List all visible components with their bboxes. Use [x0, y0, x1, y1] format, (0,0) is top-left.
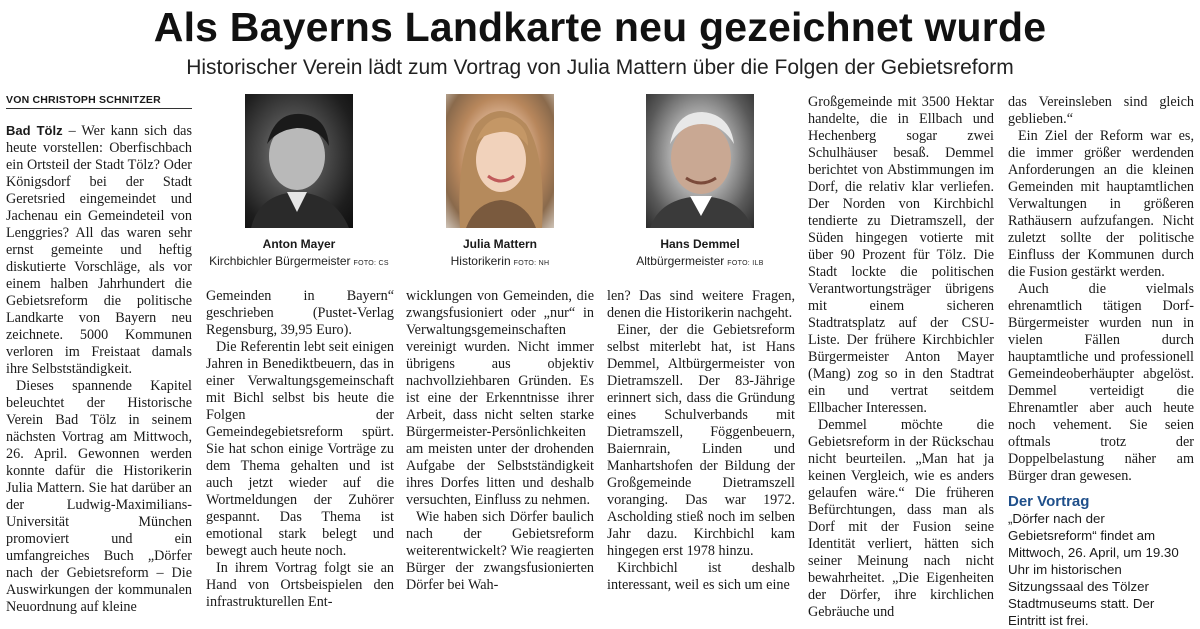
infobox-text: „Dörfer nach der Gebietsreform“ findet am Mittwoch, 26. April, um 19.30 Uhr im historischen Sitzungssaal des Tölzer Stadtmuseums statt. Der Eintritt ist frei.	[1008, 511, 1179, 628]
paragraph: len? Das sind weitere Fragen, denen die Historikerin nachgeht.	[607, 288, 795, 321]
paragraph: Demmel möchte die Gebietsreform in der Rückschau nicht beurteilen. „Man hat ja keinen Vergleich, wie es anders gelaufen wäre.“ Die früheren Befürchtungen, dass man als Dorf mit der Fusion seine Identität verliert, hätten sich seiner Meinung nach nicht bewahrheitet. „Die Eigenheiten der Dörfer, ihre kirchlichen Gebräuche und	[808, 417, 994, 620]
paragraph: Die Referentin lebt seit einigen Jahren in Benediktbeuern, das in einer Verwaltungsgemeinschaft mit Bichl selbst bis heute die Folgen der Gemeindegebietsreform spürt. Sie hat schon einige Vorträge zu dem Thema gehalten und ist auch jetzt wieder auf die Wortmeldungen der Zuhörer gespannt. Das Thema ist emotional stark belegt und bewegt auch heute noch.	[206, 339, 394, 559]
article-column-2	[206, 288, 394, 611]
paragraph: Kirchbichl ist deshalb interessant, weil es sich um eine	[607, 560, 795, 593]
caption-role	[600, 254, 800, 268]
subheadline: Historischer Verein lädt zum Vortrag von Julia Mattern über die Folgen der Gebietsreform	[186, 56, 1014, 79]
photo-credit: FOTO: ILB	[727, 260, 764, 267]
infobox-title: Der Vortrag	[1008, 493, 1090, 510]
caption-name: Julia Mattern	[462, 237, 537, 251]
dateline: Bad Tölz	[6, 123, 63, 138]
caption-name: Anton Mayer	[262, 237, 336, 251]
article-column-6	[1008, 94, 1194, 629]
paragraph: das Vereinsleben sind gleich geblieben.“	[1008, 94, 1194, 127]
paragraph: Auch die vielmals ehrenamtlich tätigen Dorf-Bürgermeister wurden nun in vielen Fällen durch hauptamtliche und professionell Gemeindeoberhäupter abgelöst. Demmel verteidigt die Ehrenamtler aber auch heute noch vehement. Sie seien oftmals trotz der Doppelbelastung näher am Bürger dran gewesen.	[1008, 281, 1194, 484]
paragraph: wicklungen von Gemeinden, die zwangsfusioniert oder „nur“ in Verwaltungsgemeinschaften vereinigt wurden. Nicht immer übrigens aus objektiv nachvollziehbaren Gründen. Es ist eine der Erkenntnisse ihrer Arbeit, dass nicht selten starke Bürgermeister-Persönlichkeiten am meisten unter der drohenden Aufgabe der Selbstständigkeit ihres Dorfes litten und deshalb versuchten, Einfluss zu nehmen.	[406, 288, 594, 508]
paragraph: Dieses spannende Kapitel beleuchtet der Historische Verein Bad Tölz in seinem nächsten Vortrag am Mittwoch, 26. April. Gewonnen werden konnte dafür die Historikerin Julia Mattern. Sie hat darüber an der Ludwig-Maximilians-Universität München promoviert und ein umfangreiches Buch „Dörfer nach der Gebietsreform – Die Auswirkungen der kommunalen Neuordnung auf kleine	[6, 378, 192, 615]
photo-anton-mayer	[245, 94, 353, 228]
caption-role-text: Historikerin	[450, 254, 511, 268]
photo-hans-demmel	[646, 94, 754, 228]
paragraph: Einer, der die Gebietsreform selbst miterlebt hat, ist Hans Demmel, Altbürgermeister von Dietramszell. Der 83-Jährige erinnert sich, dass die Gründung eines Schulverbands mit Dietramszell, Föggenbeuern, Baiernrain, Linden und Manhartshofen der Bildung der Großgemeinde Dietramszell voranging. Das war 1972. Ascholding stieß noch im selben Jahr dazu. Kirchbichl kam hingegen erst 1978 hinzu.	[607, 322, 795, 559]
caption-role	[199, 254, 399, 268]
article-column-5	[808, 94, 994, 621]
photo-julia-mattern	[446, 94, 554, 228]
caption-role-text: Kirchbichler Bürgermeister	[209, 254, 351, 268]
paragraph: Ein Ziel der Reform war es, die immer größer werdenden Anforderungen an die kleinen Gemeinden mit hauptamtlichen Verwaltungen in größeren Rathäusern aufzufangen. Nicht zuletzt sollte der politische Einfluss der Kommunen durch die Fusion gestärkt werden.	[1008, 128, 1194, 280]
paragraph-text: – Wer kann sich das heute vorstellen: Oberfischbach ein Ortsteil der Stadt Tölz? Oder Königsdorf bei der Stadt Geretsried eingemeindet und Jachenau ein Gemeindeteil von Lenggries? All das waren sehr ernst gemeinte und heftig diskutierte Vorschläge, als vor einem halben Jahrhundert die Gebietsreform die politische Landkarte von Bayern neu zeichnete. 5000 Kommunen verloren im Freistaat damals ihre Selbstständigkeit.	[6, 123, 192, 377]
article-column-3	[406, 288, 594, 594]
photo-credit: FOTO: CS	[353, 260, 389, 267]
paragraph: In ihrem Vortrag folgt sie an Hand von Ortsbeispielen den infrastrukturellen Ent-	[206, 560, 394, 610]
paragraph: Wie haben sich Dörfer baulich nach der Gebietsreform weiterentwickelt? Wie reagierten Bürger der zwangsfusionierten Dörfer bei Wah-	[406, 509, 594, 593]
article-column-1	[6, 122, 192, 616]
article-column-4	[607, 288, 795, 594]
paragraph: Großgemeinde mit 3500 Hektar handelte, die in Ellbach und Hechenberg sogar zwei Schulhäuser besaß. Demmel berichtet von Abstimmungen im Dorf, die relativ klar verliefen. Der Norden von Kirchbichl tendierte zu Dietramszell, der Süden hingegen votierte mit über 90 Prozent für Tölz. Die Stadt lockte die politischen Verantwortungsträger übrigens mit einem sicheren Stadtratsplatz auf der CSU-Liste. Der frühere Kirchbichler Bürgermeister Anton Mayer (Mang) zog so in den Stadtrat ein und vertrat seitdem Ellbacher Interessen.	[808, 94, 994, 416]
caption-role-text: Altbürgermeister	[636, 254, 725, 268]
photo-credit: FOTO: NH	[513, 260, 550, 267]
byline: VON CHRISTOPH SCHNITZER	[6, 94, 192, 109]
paragraph: Gemeinden in Bayern“ geschrieben (Pustet-Verlag Regensburg, 39,95 Euro).	[206, 288, 394, 338]
headline: Als Bayerns Landkarte neu gezeichnet wurde	[153, 4, 1047, 50]
caption-role	[400, 254, 600, 268]
caption-name: Hans Demmel	[660, 237, 740, 251]
paragraph	[6, 122, 192, 378]
